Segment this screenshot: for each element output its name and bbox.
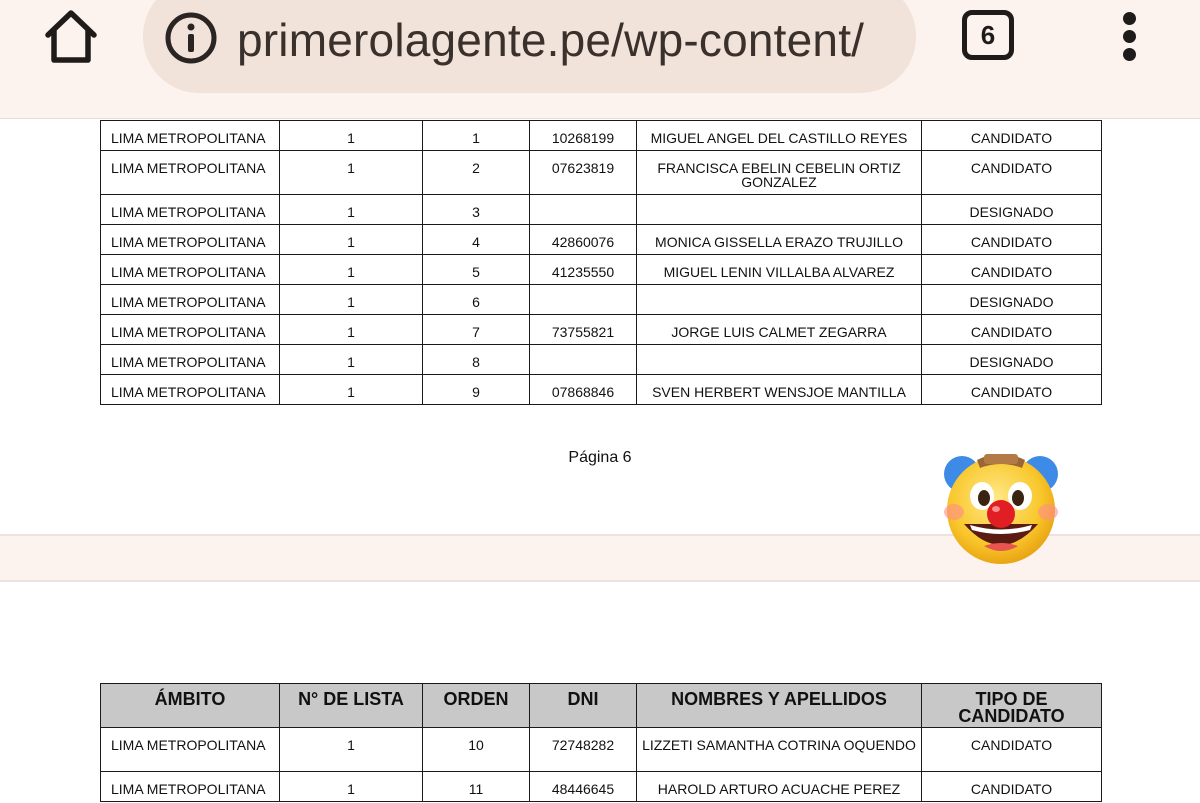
tab-count: 6 [980,19,996,50]
table-row [101,195,1102,225]
cell-dni: 41235550 [530,255,637,285]
table-row [101,728,1102,772]
more-options-button[interactable] [1116,10,1144,62]
cell-orden: 1 [423,121,530,151]
cell-tipo: CANDIDATO [922,772,1102,802]
cell-nombres: FRANCISCA EBELIN CEBELIN ORTIZ GONZALEZ [637,151,922,195]
cell-orden: 6 [423,285,530,315]
cell-orden: 3 [423,195,530,225]
cell-numero-lista: 1 [280,121,423,151]
cell-ambito: LIMA METROPOLITANA [101,728,280,772]
cell-dni: 73755821 [530,315,637,345]
cell-numero-lista: 1 [280,151,423,195]
cell-nombres [637,345,922,375]
pdf-page-7 [0,582,1200,803]
more-vert-icon-dot [1123,48,1136,61]
more-vert-icon [1123,12,1136,25]
cell-ambito: LIMA METROPOLITANA [101,285,280,315]
cell-numero-lista: 1 [280,772,423,802]
cell-numero-lista: 1 [280,345,423,375]
cell-ambito: LIMA METROPOLITANA [101,225,280,255]
cell-tipo: CANDIDATO [922,375,1102,405]
more-vert-icon-dot [1123,30,1136,43]
cell-nombres: LIZZETI SAMANTHA COTRINA OQUENDO [637,728,922,772]
header-nombres: NOMBRES Y APELLIDOS [637,684,922,728]
cell-orden: 2 [423,151,530,195]
cell-tipo: CANDIDATO [922,225,1102,255]
cell-orden: 10 [423,728,530,772]
cell-orden: 5 [423,255,530,285]
header-ambito: ÁMBITO [101,684,280,728]
cell-numero-lista: 1 [280,315,423,345]
header-numero-lista: N° DE LISTA [280,684,423,728]
cell-tipo: DESIGNADO [922,195,1102,225]
cell-nombres: SVEN HERBERT WENSJOE MANTILLA [637,375,922,405]
cell-orden: 9 [423,375,530,405]
cell-ambito: LIMA METROPOLITANA [101,151,280,195]
cell-numero-lista: 1 [280,728,423,772]
cell-numero-lista: 1 [280,225,423,255]
cell-tipo: DESIGNADO [922,285,1102,315]
cell-nombres: MIGUEL ANGEL DEL CASTILLO REYES [637,121,922,151]
cell-ambito: LIMA METROPOLITANA [101,315,280,345]
cell-orden: 8 [423,345,530,375]
cell-dni: 07868846 [530,375,637,405]
cell-nombres: MIGUEL LENIN VILLALBA ALVAREZ [637,255,922,285]
browser-toolbar [0,0,1200,119]
cell-tipo: CANDIDATO [922,728,1102,772]
cell-tipo: CANDIDATO [922,315,1102,345]
clown-face-icon [940,446,1062,568]
tab-switcher-button[interactable] [962,10,1014,60]
address-bar[interactable] [143,0,916,93]
home-icon [40,8,102,66]
cell-ambito: LIMA METROPOLITANA [101,375,280,405]
cell-ambito: LIMA METROPOLITANA [101,121,280,151]
candidates-table-page-6 [100,120,1102,405]
info-icon[interactable] [163,10,219,66]
cell-dni: 07623819 [530,151,637,195]
cell-ambito: LIMA METROPOLITANA [101,255,280,285]
cell-tipo: CANDIDATO [922,255,1102,285]
cell-nombres: MONICA GISSELLA ERAZO TRUJILLO [637,225,922,255]
cell-dni: 48446645 [530,772,637,802]
cell-dni [530,285,637,315]
page-number-label: Página 6 [568,449,632,466]
cell-nombres: JORGE LUIS CALMET ZEGARRA [637,315,922,345]
cell-dni [530,195,637,225]
cell-numero-lista: 1 [280,285,423,315]
header-orden: ORDEN [423,684,530,728]
table-row [101,121,1102,151]
cell-orden: 7 [423,315,530,345]
table-row [101,225,1102,255]
header-tipo: TIPO DE CANDIDATO [922,684,1102,728]
table-row [101,345,1102,375]
table-row [101,285,1102,315]
url-text[interactable]: primerolagente.pe/wp-content/ [237,14,865,66]
header-dni: DNI [530,684,637,728]
cell-tipo: CANDIDATO [922,121,1102,151]
cell-nombres [637,195,922,225]
cell-numero-lista: 1 [280,195,423,225]
cell-numero-lista: 1 [280,375,423,405]
cell-ambito: LIMA METROPOLITANA [101,772,280,802]
cell-tipo: CANDIDATO [922,151,1102,195]
cell-dni: 10268199 [530,121,637,151]
table-row [101,772,1102,802]
table-header-row [101,684,1102,728]
cell-nombres [637,285,922,315]
cell-dni [530,345,637,375]
cell-dni: 72748282 [530,728,637,772]
cell-ambito: LIMA METROPOLITANA [101,195,280,225]
cell-ambito: LIMA METROPOLITANA [101,345,280,375]
candidates-table-page-7 [100,683,1102,802]
table-row [101,315,1102,345]
home-button[interactable] [40,8,102,66]
cell-orden: 4 [423,225,530,255]
cell-tipo: DESIGNADO [922,345,1102,375]
cell-nombres: HAROLD ARTURO ACUACHE PEREZ [637,772,922,802]
table-row [101,375,1102,405]
table-row [101,255,1102,285]
cell-dni: 42860076 [530,225,637,255]
cell-numero-lista: 1 [280,255,423,285]
cell-orden: 11 [423,772,530,802]
table-row [101,151,1102,195]
